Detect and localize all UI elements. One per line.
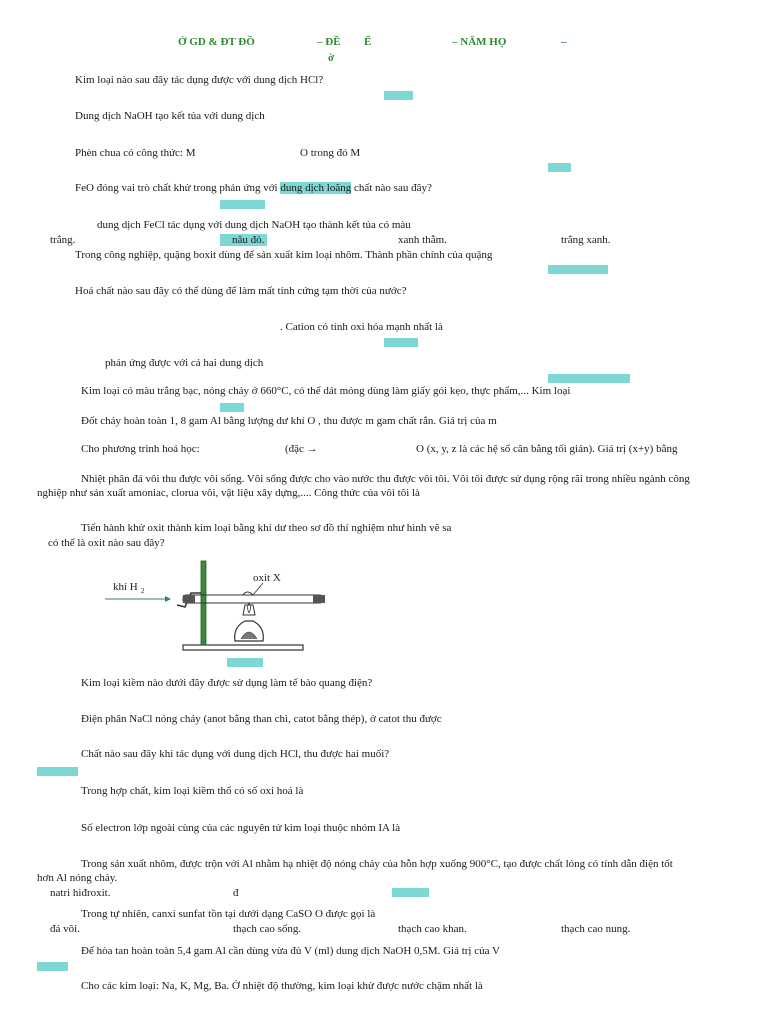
question-line: Đốt cháy hoàn toàn 1, 8 gam Al bằng lượng dư khí O , thu được m gam chất rắn. Giá trị của m <box>81 415 497 427</box>
question-line: Điện phân NaCl nóng chảy (anot bằng than chì, catot bằng thép), ở catot thu được <box>81 713 442 725</box>
question-line: nghiệp như sản xuất amoniac, clorua vôi, vật liệu xây dựng,.... Công thức của vôi tôi là <box>37 487 420 499</box>
question-line: . Cation có tính oxi hóa mạnh nhất là <box>280 321 443 333</box>
question-line: Để hòa tan hoàn toàn 5,4 gam Al cần dùng vừa đủ V (ml) dung dịch NaOH 0,5M. Giá trị của V <box>81 945 500 957</box>
question-line: Trong sản xuất nhôm, được trộn với Al nhằm hạ nhiệt độ nóng chảy của hỗn hợp xuống 900°C, tạo được chất lỏng có tính dẫn điện tốt <box>81 858 673 870</box>
question-text: FeO đóng vai trò chất khử trong phản ứng với <box>75 182 281 194</box>
highlighted-option: nâu đỏ. <box>220 234 267 246</box>
option-a: đá vôi. <box>50 923 80 935</box>
question-line: Kim loại có màu trắng bạc, nóng chảy ở 660°C, có thể dát mỏng dùng làm giấy gói kẹo, thực phẩm,... Kim loại <box>81 385 571 397</box>
option-d: trắng xanh. <box>561 234 611 246</box>
question-line: Dung dịch NaOH tạo kết tủa với dung dịch <box>75 110 265 122</box>
option-b <box>220 234 267 247</box>
header-part3: Ể <box>364 36 372 48</box>
answer-highlight <box>548 265 608 274</box>
header-part4: – NĂM HỌ <box>452 36 507 48</box>
header-part2: – ĐỀ <box>317 36 341 48</box>
header-part6: ờ <box>328 52 335 64</box>
question-line: hơn Al nóng chảy. <box>37 872 118 884</box>
gas-subscript: 2 <box>141 587 145 595</box>
experiment-figure <box>105 555 330 660</box>
question-line: dung dịch FeCl tác dụng với dung dịch NaOH tạo thành kết tủa có màu <box>97 219 411 231</box>
question-line: Chất nào sau đây khi tác dụng với dung dịch HCl, thu được hai muối? <box>81 748 390 760</box>
option-c: thạch cao khan. <box>398 923 467 935</box>
answer-highlight <box>384 338 418 347</box>
question-line: O (x, y, z là các hệ số cân bằng tối giản). Giá trị (x+y) bằng <box>416 443 678 455</box>
header-part1: Ở GD & ĐT ĐỒ <box>178 36 255 48</box>
question-line: O trong đó M <box>300 147 361 159</box>
question-line: Trong tự nhiên, canxi sunfat tồn tại dưới dạng CaSO O được gọi là <box>81 908 376 920</box>
header-part5: – <box>561 36 567 48</box>
oxide-label: oxit X <box>253 572 281 584</box>
question-line: Kim loại nào sau đây tác dụng được với dung dịch HCl? <box>75 74 324 86</box>
answer-highlight <box>37 767 78 776</box>
option-a: natri hiđroxit. <box>50 887 111 899</box>
answer-highlight <box>37 962 68 971</box>
option-d: thạch cao nung. <box>561 923 631 935</box>
answer-highlight <box>227 658 263 667</box>
question-line <box>75 182 432 195</box>
question-line: Hoá chất nào sau đây có thể dùng để làm mất tính cứng tạm thời của nước? <box>75 285 407 297</box>
option-a: trắng. <box>50 234 76 246</box>
question-line: có thể là oxit nào sau đây? <box>48 537 165 549</box>
question-line: Tiến hành khử oxit thành kim loại bằng khí dư theo sơ đồ thí nghiệm như hình vẽ sa <box>81 522 452 534</box>
option-b: đ <box>233 887 239 899</box>
option-c: xanh thẫm. <box>398 234 447 246</box>
gas-label: khí H <box>113 581 138 593</box>
option-b: thạch cao sống. <box>233 923 302 935</box>
question-line: Nhiệt phân đá vôi thu được vôi sống. Vôi sống được cho vào nước thu được vôi tôi. Vôi tôi được sử dụng rộng rãi trong nhiều ngành công <box>81 473 690 485</box>
answer-highlight <box>220 403 244 412</box>
question-line: Trong hợp chất, kim loại kiềm thổ có số oxi hoá là <box>81 785 304 797</box>
answer-highlight <box>392 888 429 897</box>
question-line: Kim loại kiềm nào dưới đây được sử dụng làm tế bào quang điện? <box>81 677 373 689</box>
answer-highlight <box>384 91 413 100</box>
question-text: chất nào sau đây? <box>351 182 432 194</box>
question-line: (đặc → <box>285 443 318 455</box>
answer-highlight <box>548 163 571 172</box>
answer-highlight <box>548 374 630 383</box>
question-line: Cho các kim loại: Na, K, Mg, Ba. Ở nhiệt độ thường, kim loại khử được nước chậm nhất là <box>81 980 483 992</box>
question-line: Phèn chua có công thức: M <box>75 147 196 159</box>
highlighted-phrase: dung dịch loãng <box>280 182 352 194</box>
question-line: phản ứng được với cả hai dung dịch <box>105 357 264 369</box>
answer-highlight <box>220 200 265 209</box>
question-line: Trong công nghiệp, quặng boxit dùng để sản xuất kim loại nhôm. Thành phần chính của quặng <box>75 249 493 261</box>
question-line: Số electron lớp ngoài cùng của các nguyên tử kim loại thuộc nhóm IA là <box>81 822 401 834</box>
question-line: Cho phương trình hoá học: <box>81 443 200 455</box>
